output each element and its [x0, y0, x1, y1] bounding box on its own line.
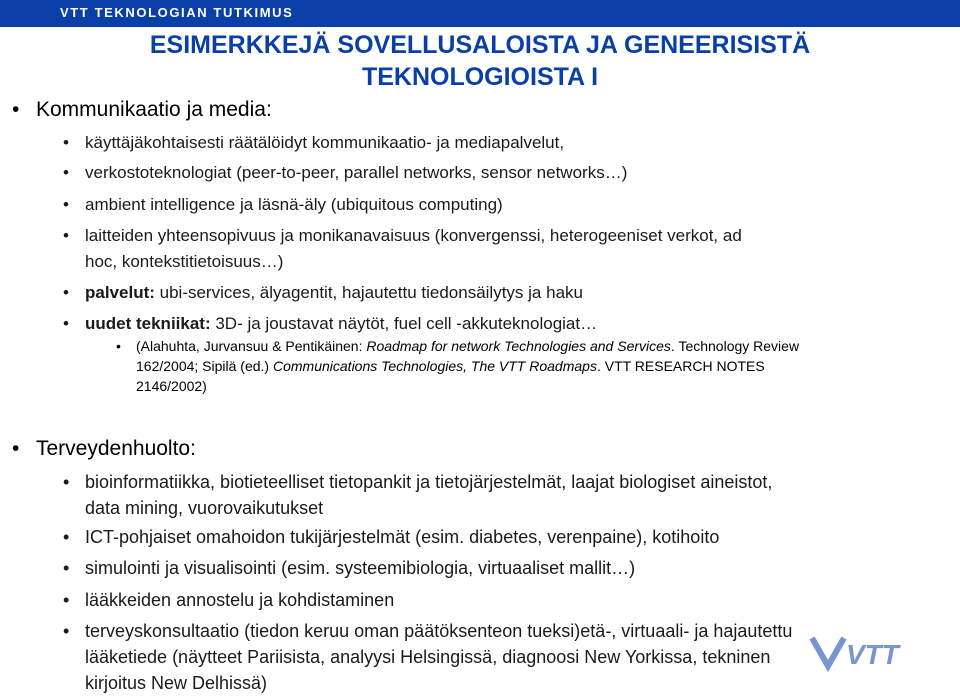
bullet-icon: • [63, 195, 69, 214]
list-item: • lääkkeiden annostelu ja kohdistaminen [85, 587, 915, 613]
list-item: • ICT-pohjaiset omahoidon tukijärjestelmät (esim. diabetes, verenpaine), kotihoito [85, 524, 915, 550]
bullet-icon: • [12, 437, 20, 460]
list-item: • käyttäjäkohtaisesti räätälöidyt kommunikaatio- ja mediapalvelut, [85, 130, 915, 156]
list-item: • verkostoteknologiat (peer-to-peer, parallel networks, sensor networks…) [85, 160, 915, 186]
bullet-icon: • [63, 558, 70, 578]
bullet-icon: • [63, 527, 70, 547]
slide-title-line1: ESIMERKKEJÄ SOVELLUSALOISTA JA GENEERISISTÄ [149, 31, 811, 59]
heading-text: Kommunikaatio ja media: [36, 98, 272, 121]
header-bar [0, 0, 960, 27]
section-heading-communication [12, 98, 272, 122]
list-item: • laitteiden yhteensopivuus ja monikanavaisuus (konvergenssi, heterogeeniset verkot, ad hoc, kontekstitietoisuus…) [85, 223, 915, 275]
logo-mark [812, 638, 844, 666]
bullet-icon: • [63, 226, 69, 245]
list-item: • palvelut: ubi-services, älyagentit, hajautettu tiedonsäilytys ja haku [85, 280, 915, 306]
heading-text: Terveydenhuolto: [36, 437, 196, 460]
bullet-icon: • [63, 472, 70, 492]
list-item: • terveyskonsultaatio (tiedon keruu oman päätöksenteon tueksi)etä-, virtuaali- ja hajautettu lääketiede (näytteet Pariisista, analyysi Helsingissä, diagnoosi New Yorkissa, tekninen kirjoitus New Delhissä) [85, 618, 915, 696]
bullet-icon: • [63, 621, 70, 641]
list-item: • simulointi ja visualisointi (esim. systeemibiologia, virtuaaliset mallit…) [85, 555, 915, 581]
slide-title-line2: TEKNOLOGIOISTA I [361, 63, 599, 91]
section-heading-healthcare [12, 437, 196, 461]
bullet-icon: • [63, 283, 69, 302]
bullet-icon: • [116, 338, 121, 354]
bullet-icon: • [63, 590, 70, 610]
list-item: • bioinformatiikka, biotieteelliset tietopankit ja tietojärjestelmät, laajat biologiset aineistot, data mining, vuorovaikutukset [85, 469, 915, 521]
bullet-icon: • [63, 133, 69, 152]
list-item: • ambient intelligence ja läsnä-äly (ubiquitous computing) [85, 192, 915, 218]
logo-text: VTT [846, 639, 899, 670]
reference-note: • (Alahuhta, Jurvansuu & Pentikäinen: Roadmap for network Technologies and Services. Technology Review 162/2004; Sipilä (ed.) Communications Technologies, The VTT Roadmaps. VTT RESEARCH NOTES 2146/2002) [116, 338, 800, 394]
list-item: • uudet tekniikat: 3D- ja joustavat näytöt, fuel cell -akkuteknologiat… [85, 311, 915, 337]
bullet-icon: • [12, 98, 20, 121]
vtt-logo [808, 632, 908, 672]
bullet-icon: • [63, 314, 69, 333]
org-name: VTT TEKNOLOGIAN TUTKIMUS [60, 5, 294, 20]
bullet-icon: • [63, 163, 69, 182]
